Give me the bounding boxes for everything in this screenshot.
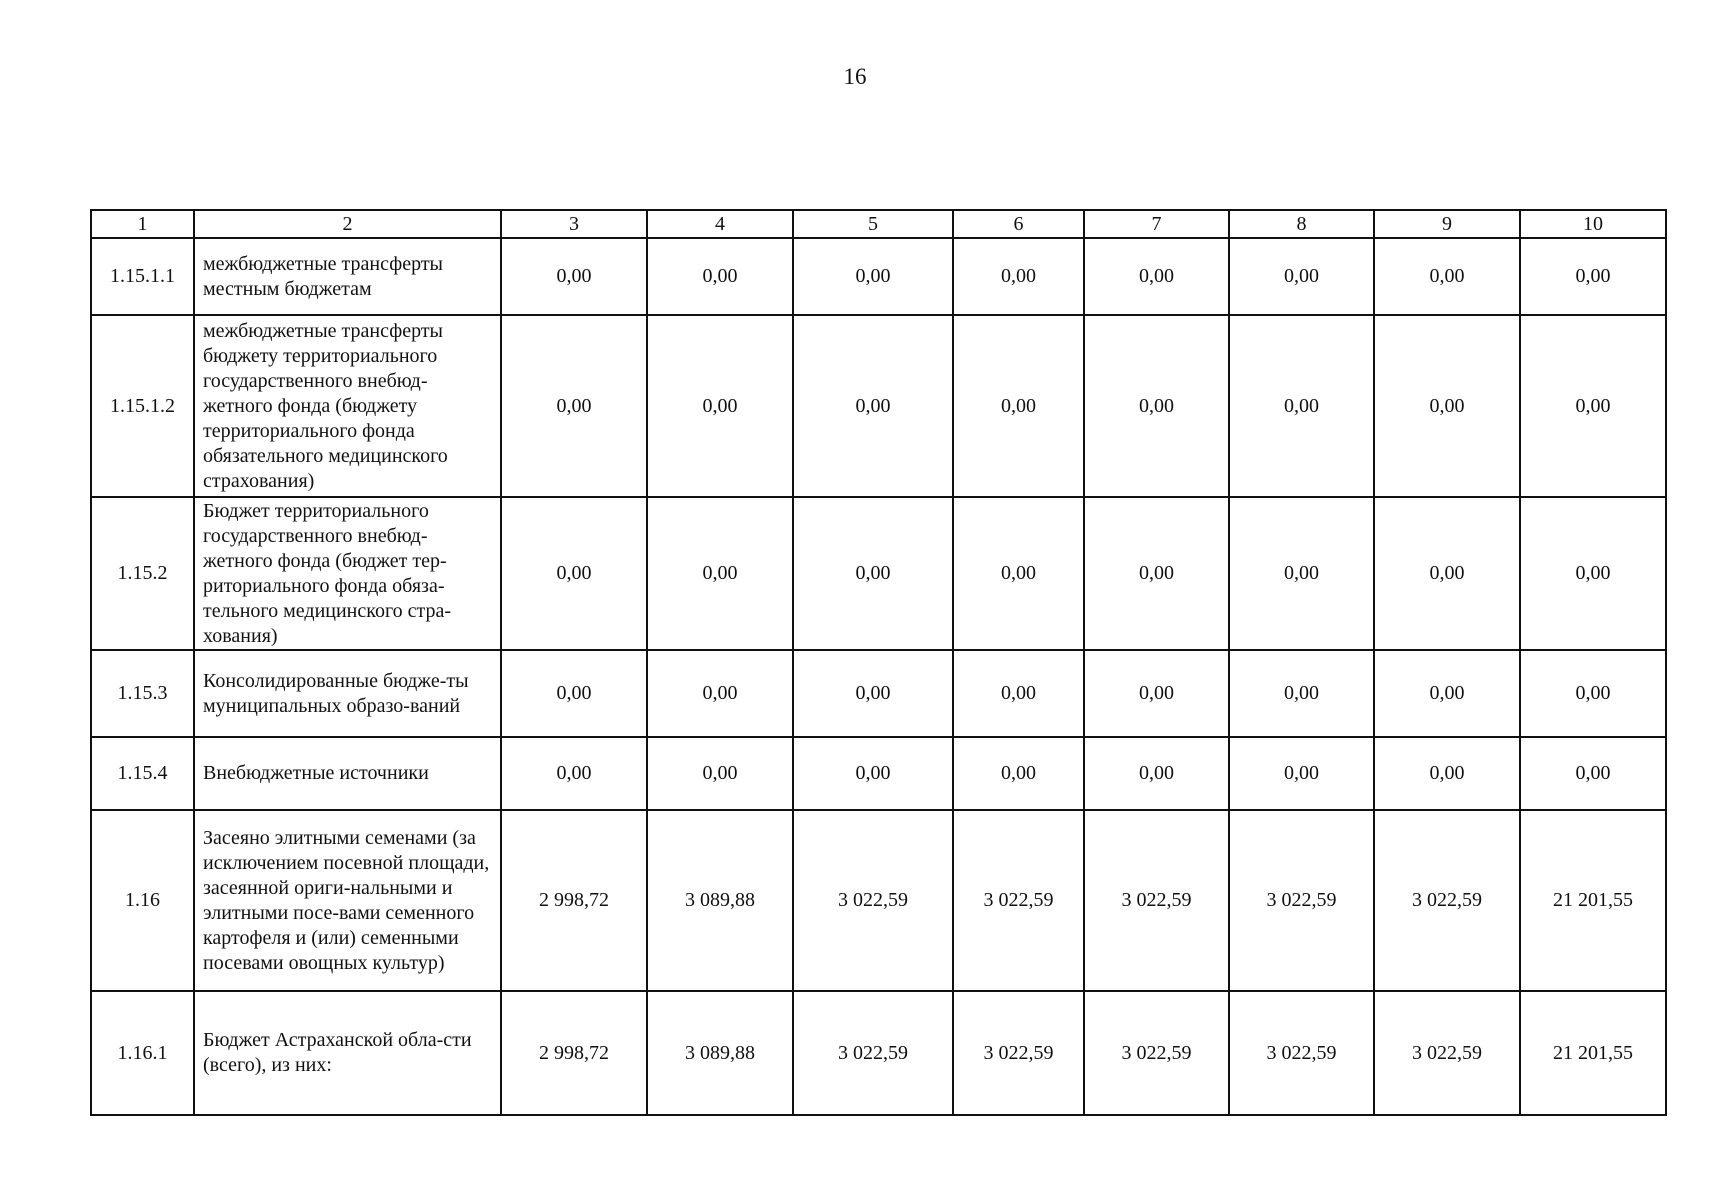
row-value: 0,00: [1084, 497, 1229, 650]
row-code: 1.16: [91, 810, 194, 991]
row-code: 1.15.3: [91, 650, 194, 737]
column-header: 1: [91, 210, 194, 238]
row-name: межбюджетные трансферты бюджету территориального государственного внебюд-жетного фонда (бюджету территориального фонда обязательного медицинского страхования): [194, 315, 501, 497]
table-row: [91, 315, 1666, 497]
row-value: 3 022,59: [1229, 810, 1374, 991]
row-name: межбюджетные трансферты местным бюджетам: [194, 238, 501, 315]
row-value: 3 022,59: [1374, 991, 1520, 1115]
page-number: 16: [843, 64, 867, 89]
row-value: 0,00: [1084, 315, 1229, 497]
row-code: 1.15.1.1: [91, 238, 194, 315]
row-value: 0,00: [1374, 315, 1520, 497]
column-header: 4: [647, 210, 793, 238]
row-value: 0,00: [501, 497, 647, 650]
row-code: 1.16.1: [91, 991, 194, 1115]
row-value: 0,00: [501, 737, 647, 810]
row-value: 0,00: [1374, 497, 1520, 650]
row-value: 21 201,55: [1520, 991, 1666, 1115]
budget-table: [90, 209, 1667, 1116]
column-header: 8: [1229, 210, 1374, 238]
column-header: 7: [1084, 210, 1229, 238]
row-value: 3 022,59: [793, 991, 953, 1115]
table-row: [91, 650, 1666, 737]
row-value: 0,00: [1229, 737, 1374, 810]
row-value: 0,00: [1520, 737, 1666, 810]
row-value: 2 998,72: [501, 810, 647, 991]
table-row: [91, 497, 1666, 650]
row-name: Консолидированные бюдже-ты муниципальных образо-ваний: [194, 650, 501, 737]
row-code: 1.15.2: [91, 497, 194, 650]
row-value: 21 201,55: [1520, 810, 1666, 991]
row-value: 3 022,59: [793, 810, 953, 991]
row-value: 0,00: [1520, 497, 1666, 650]
column-header: 5: [793, 210, 953, 238]
row-value: 0,00: [1520, 238, 1666, 315]
row-code: 1.15.1.2: [91, 315, 194, 497]
row-value: 0,00: [1374, 650, 1520, 737]
row-name: Засеяно элитными семенами (за исключением посевной площади, засеянной ориги-нальными и элитными посе-вами семенного картофеля и (или) семенными посевами овощных культур): [194, 810, 501, 991]
row-value: 0,00: [793, 650, 953, 737]
row-value: 3 022,59: [953, 991, 1084, 1115]
row-value: 2 998,72: [501, 991, 647, 1115]
row-value: 0,00: [793, 497, 953, 650]
row-code: 1.15.4: [91, 737, 194, 810]
table-row: [91, 238, 1666, 315]
row-name: Бюджет Астраханской обла-сти (всего), из них:: [194, 991, 501, 1115]
row-value: 3 089,88: [647, 991, 793, 1115]
row-value: 0,00: [953, 238, 1084, 315]
row-value: 0,00: [1229, 650, 1374, 737]
row-value: 0,00: [501, 238, 647, 315]
table-row: [91, 991, 1666, 1115]
row-value: 0,00: [1229, 238, 1374, 315]
row-value: 0,00: [1229, 497, 1374, 650]
row-value: 0,00: [647, 238, 793, 315]
row-value: 0,00: [647, 650, 793, 737]
row-value: 0,00: [1229, 315, 1374, 497]
column-header: 10: [1520, 210, 1666, 238]
column-header: 2: [194, 210, 501, 238]
row-value: 0,00: [953, 737, 1084, 810]
column-header: 6: [953, 210, 1084, 238]
row-value: 0,00: [1084, 737, 1229, 810]
row-value: 3 022,59: [1084, 991, 1229, 1115]
row-value: 3 022,59: [1229, 991, 1374, 1115]
row-value: 3 022,59: [953, 810, 1084, 991]
row-value: 0,00: [793, 315, 953, 497]
column-header: 3: [501, 210, 647, 238]
row-value: 0,00: [647, 737, 793, 810]
row-value: 0,00: [953, 497, 1084, 650]
column-header: 9: [1374, 210, 1520, 238]
column-number-row: [91, 210, 1666, 238]
row-value: 0,00: [953, 315, 1084, 497]
row-value: 0,00: [953, 650, 1084, 737]
table-row: [91, 810, 1666, 991]
row-value: 0,00: [1520, 650, 1666, 737]
table-row: [91, 737, 1666, 810]
row-value: 0,00: [647, 315, 793, 497]
row-name: Бюджет территориального государственного внебюд-жетного фонда (бюджет тер-риториального фонда обяза-тельного медицинского стра-хования): [194, 497, 501, 650]
row-value: 0,00: [501, 315, 647, 497]
row-value: 0,00: [1374, 737, 1520, 810]
row-value: 0,00: [647, 497, 793, 650]
row-value: 0,00: [1084, 238, 1229, 315]
row-name: Внебюджетные источники: [194, 737, 501, 810]
row-value: 0,00: [793, 737, 953, 810]
row-value: 0,00: [501, 650, 647, 737]
row-value: 0,00: [1084, 650, 1229, 737]
row-value: 3 022,59: [1084, 810, 1229, 991]
row-value: 0,00: [1520, 315, 1666, 497]
row-value: 3 022,59: [1374, 810, 1520, 991]
row-value: 0,00: [1374, 238, 1520, 315]
row-value: 3 089,88: [647, 810, 793, 991]
row-value: 0,00: [793, 238, 953, 315]
